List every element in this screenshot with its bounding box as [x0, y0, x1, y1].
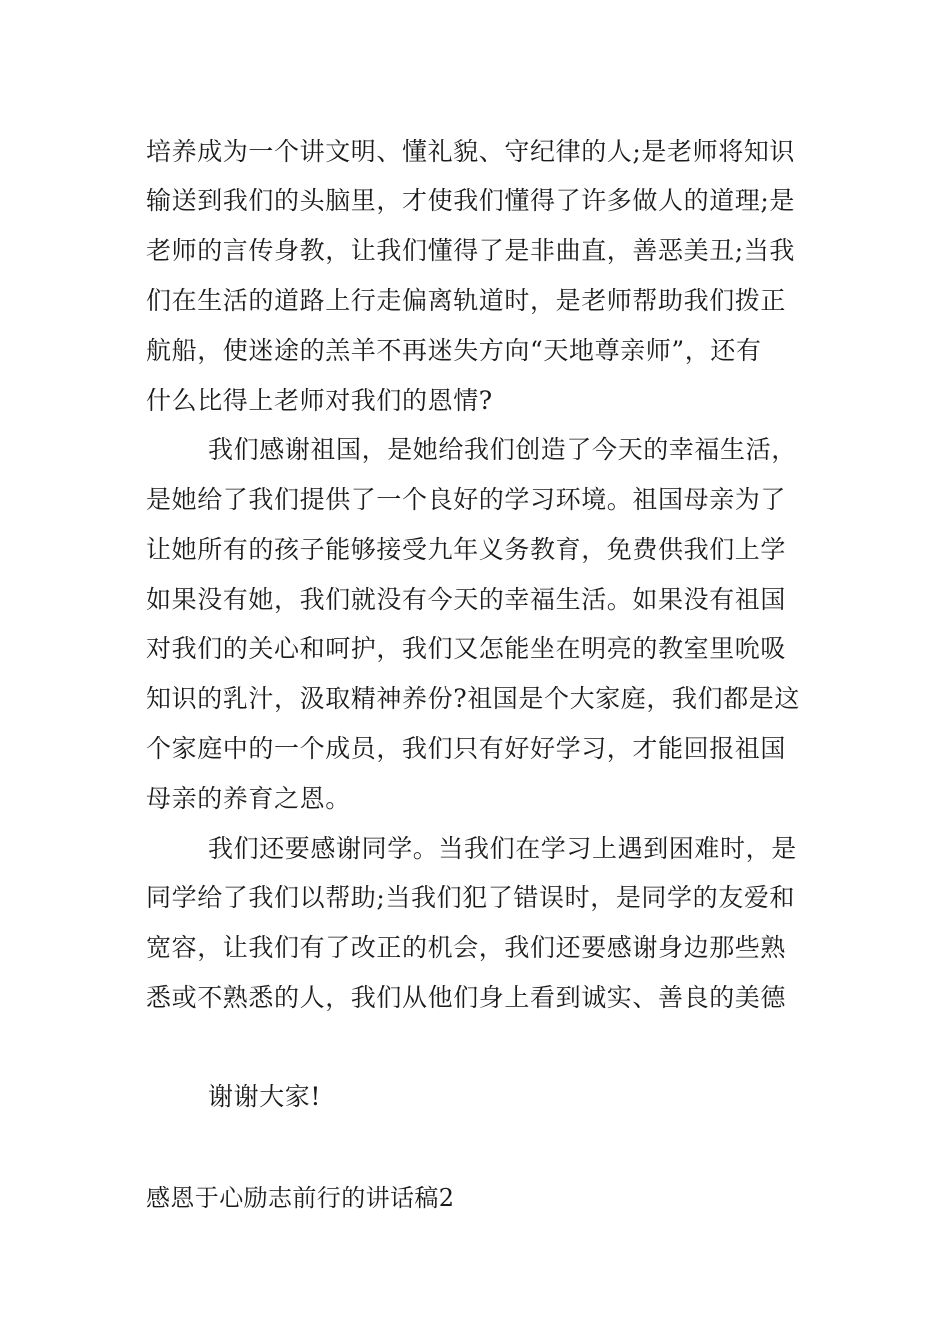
text-line: 老师的言传身教，让我们懂得了是非曲直，善恶美丑;当我	[146, 236, 796, 265]
text-line: 什么比得上老师对我们的恩情?	[146, 386, 493, 415]
text-line: 知识的乳汁，汲取精神养份?祖国是个大家庭，我们都是这	[146, 684, 801, 713]
text-line: 同学给了我们以帮助;当我们犯了错误时，是同学的友爱和	[146, 883, 796, 912]
text-line: 对我们的关心和呵护，我们又怎能坐在明亮的教室里吮吸	[146, 634, 787, 663]
text-line: 航船，使迷途的羔羊不再迷失方向“天地尊亲师”，还有	[146, 336, 762, 365]
text-line: 母亲的养育之恩。	[146, 784, 351, 813]
text-line: 悉或不熟悉的人，我们从他们身上看到诚实、善良的美德	[146, 983, 787, 1012]
text-line: 我们感谢祖国，是她给我们创造了今天的幸福生活，	[208, 435, 797, 464]
text-line: 让她所有的孩子能够接受九年义务教育，免费供我们上学	[146, 535, 787, 564]
text-line: 个家庭中的一个成员，我们只有好好学习，才能回报祖国	[146, 734, 787, 763]
text-line: 我们还要感谢同学。当我们在学习上遇到困难时，是	[208, 834, 797, 863]
text-line: 宽容，让我们有了改正的机会，我们还要感谢身边那些熟	[146, 933, 787, 962]
text-line: 是她给了我们提供了一个良好的学习环境。祖国母亲为了	[146, 485, 787, 514]
text-line: 培养成为一个讲文明、懂礼貌、守纪律的人;是老师将知识	[146, 137, 796, 166]
section-title: 感恩于心励志前行的讲话稿2	[146, 1184, 455, 1212]
text-line: 输送到我们的头脑里，才使我们懂得了许多做人的道理;是	[146, 186, 796, 215]
closing-text: 谢谢大家!	[208, 1082, 322, 1111]
text-line: 如果没有她，我们就没有今天的幸福生活。如果没有祖国	[146, 585, 787, 614]
text-line: 们在生活的道路上行走偏离轨道时，是老师帮助我们拨正	[146, 286, 787, 315]
